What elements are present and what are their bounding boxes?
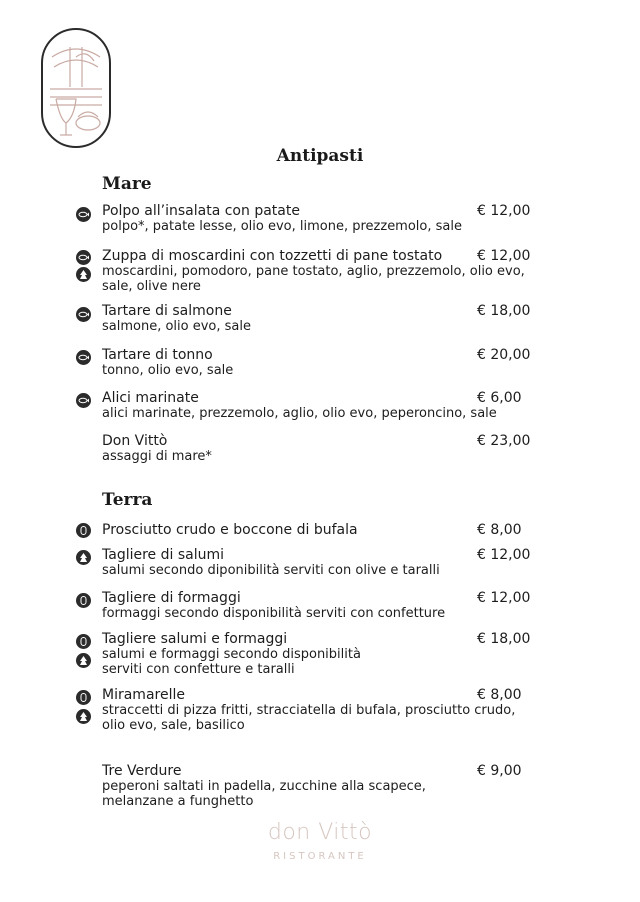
item-price: € 12,00 bbox=[477, 248, 531, 264]
menu-item bbox=[102, 203, 542, 234]
menu-item bbox=[102, 303, 542, 334]
cheese-icon bbox=[76, 523, 91, 538]
item-description: polpo*, patate lesse, olio evo, limone, prezzemolo, sale bbox=[102, 219, 462, 234]
meat-icon bbox=[76, 653, 91, 668]
item-price: € 23,00 bbox=[477, 433, 531, 449]
item-name: Don Vittò bbox=[102, 433, 168, 449]
item-description: salumi secondo diponibilità serviti con olive e taralli bbox=[102, 563, 440, 578]
item-name: Tre Verdure bbox=[102, 763, 182, 779]
item-price: € 6,00 bbox=[477, 390, 522, 406]
menu-item bbox=[102, 631, 542, 677]
item-description: peperoni saltati in padella, zucchine alla scapece, melanzane a funghetto bbox=[102, 779, 426, 809]
meat-icon bbox=[76, 267, 91, 282]
item-name: Tartare di salmone bbox=[102, 303, 232, 319]
footer-logo-subtitle: RISTORANTE bbox=[273, 851, 367, 862]
fish-icon bbox=[76, 350, 91, 365]
item-price: € 8,00 bbox=[477, 687, 522, 703]
item-price: € 12,00 bbox=[477, 590, 531, 606]
cheese-icon bbox=[76, 634, 91, 649]
item-description: moscardini, pomodoro, pane tostato, aglio, prezzemolo, olio evo, sale, olive nere bbox=[102, 264, 525, 294]
item-name: Zuppa di moscardini con tozzetti di pane tostato bbox=[102, 248, 443, 264]
meat-icon bbox=[76, 550, 91, 565]
menu-item bbox=[102, 522, 542, 538]
item-description: tonno, olio evo, sale bbox=[102, 363, 234, 378]
restaurant-logo bbox=[40, 27, 112, 149]
menu-item bbox=[102, 590, 542, 621]
item-name: Polpo all’insalata con patate bbox=[102, 203, 300, 219]
fish-icon bbox=[76, 307, 91, 322]
menu-item bbox=[102, 433, 542, 464]
item-price: € 9,00 bbox=[477, 763, 522, 779]
item-name: Tagliere di salumi bbox=[102, 547, 224, 563]
footer-logo-name: don Vittò bbox=[267, 820, 373, 845]
section-title: Antipasti bbox=[276, 146, 364, 166]
menu-item bbox=[102, 390, 542, 421]
category-heading-terra: Terra bbox=[102, 490, 153, 510]
item-price: € 20,00 bbox=[477, 347, 531, 363]
item-price: € 12,00 bbox=[477, 547, 531, 563]
item-description: salmone, olio evo, sale bbox=[102, 319, 251, 334]
item-description: alici marinate, prezzemolo, aglio, olio evo, peperoncino, sale bbox=[102, 406, 497, 421]
menu-item bbox=[102, 347, 542, 378]
item-name: Tagliere salumi e formaggi bbox=[102, 631, 288, 647]
item-name: Tartare di tonno bbox=[102, 347, 213, 363]
menu-item bbox=[102, 763, 542, 809]
item-price: € 12,00 bbox=[477, 203, 531, 219]
item-description: formaggi secondo disponibilità serviti con confetture bbox=[102, 606, 446, 621]
cheese-icon bbox=[76, 593, 91, 608]
meat-icon bbox=[76, 709, 91, 724]
item-name: Miramarelle bbox=[102, 687, 185, 703]
item-price: € 18,00 bbox=[477, 631, 531, 647]
item-price: € 18,00 bbox=[477, 303, 531, 319]
fish-icon bbox=[76, 207, 91, 222]
menu-item bbox=[102, 248, 542, 294]
fish-icon bbox=[76, 250, 91, 265]
menu-item bbox=[102, 687, 542, 733]
item-description: assaggi di mare* bbox=[102, 449, 212, 464]
fish-icon bbox=[76, 393, 91, 408]
item-name: Alici marinate bbox=[102, 390, 199, 406]
item-description: serviti con confetture e taralli bbox=[102, 662, 295, 677]
item-description: salumi e formaggi secondo disponibilità bbox=[102, 647, 361, 662]
cheese-icon bbox=[76, 690, 91, 705]
item-name: Prosciutto crudo e boccone di bufala bbox=[102, 522, 358, 538]
item-name: Tagliere di formaggi bbox=[102, 590, 241, 606]
item-description: straccetti di pizza fritti, stracciatella di bufala, prosciutto crudo, olio evo, sale, basilico bbox=[102, 703, 516, 733]
category-heading-mare: Mare bbox=[102, 174, 152, 194]
menu-item bbox=[102, 547, 542, 578]
item-price: € 8,00 bbox=[477, 522, 522, 538]
